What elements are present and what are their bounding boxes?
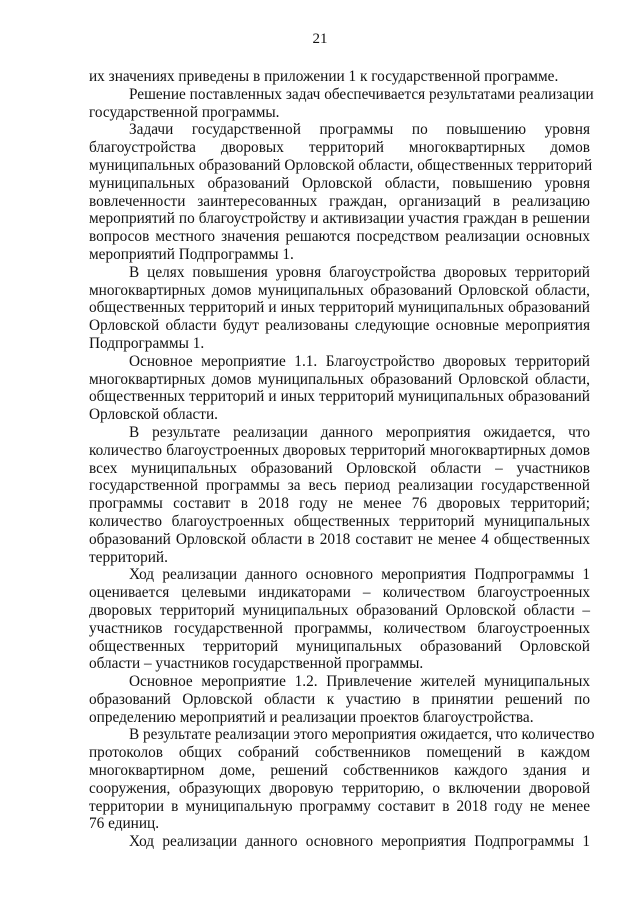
text-line: общественных территорий и иных территорий муниципальных образований [89, 299, 590, 317]
text-line: Основное мероприятие 1.2. Привлечение жителей муниципальных [129, 673, 590, 691]
text-line: государственной программы за весь период реализации государственной [89, 477, 590, 495]
text-line: образований Орловской области в 2018 составит не менее 4 общественных [89, 530, 590, 548]
text-line: Задачи государственной программы по повышению уровня [129, 121, 590, 139]
text-line: их значениях приведены в приложении 1 к государственной программе. [89, 68, 559, 85]
text-line: вовлеченности заинтересованных граждан, организаций в реализацию [89, 192, 590, 210]
document-body [89, 68, 595, 851]
text-line: Подпрограммы 1. [89, 334, 205, 352]
text-line: мероприятий по благоустройству и активизации участия граждан в решении [89, 210, 590, 228]
text-line: количество благоустроенных общественных территорий муниципальных [89, 512, 590, 530]
text-line: В результате реализации данного мероприятия ожидается, что [129, 423, 590, 441]
text-line: территорий. [89, 548, 168, 566]
text-line: Орловской области. [89, 406, 218, 424]
text-line: количество благоустроенных дворовых территорий многоквартирных домов [89, 441, 590, 459]
text-line: Ход реализации данного основного мероприятия Подпрограммы 1 [129, 566, 590, 584]
text-line: протоколов общих собраний собственников помещений в каждом [89, 744, 590, 762]
text-line: вопросов местного значения решаются посредством реализации основных [89, 228, 590, 246]
text-line: мероприятий Подпрограммы 1. [89, 245, 294, 263]
text-line: многоквартирных домов муниципальных образований Орловской области, [89, 281, 590, 299]
page-number: 21 [312, 31, 328, 47]
text-line: Ход реализации данного основного мероприятия Подпрограммы 1 [129, 833, 590, 851]
text-line: области – участников государственной программы. [89, 655, 424, 673]
text-line: В результате реализации этого мероприятия ожидается, что количество [129, 726, 595, 744]
text-line: общественных территорий и иных территорий муниципальных образований [89, 388, 590, 406]
text-line: благоустройства дворовых территорий многоквартирных домов [89, 139, 590, 157]
text-line: Решение поставленных задач обеспечивается результатами реализации [129, 85, 594, 103]
text-line: общественных территорий муниципальных образований Орловской [89, 637, 590, 655]
text-line: В целях повышения уровня благоустройства дворовых территорий [129, 263, 590, 281]
text-line: программы составит в 2018 году не менее 76 дворовых территорий; [89, 495, 590, 513]
text-line: 76 единиц. [89, 815, 160, 833]
text-line: территории в муниципальную программу составит в 2018 году не менее [89, 797, 590, 815]
text-line: муниципальных образований Орловской области, общественных территорий [89, 156, 593, 174]
text-line: многоквартирных домов муниципальных образований Орловской области, [89, 370, 590, 388]
text-line: государственной программы. [89, 103, 280, 121]
text-line: образований Орловской области к участию в принятии решений по [89, 690, 590, 708]
text-line: определению мероприятий и реализации проектов благоустройства. [89, 708, 534, 726]
text-line: многоквартирном доме, решений собственников каждого здания и [89, 762, 590, 780]
text-line: Орловской области будут реализованы следующие основные мероприятия [89, 317, 590, 335]
text-line: всех муниципальных образований Орловской области – участников [89, 459, 590, 477]
text-line: сооружения, образующих дворовую территорию, о включении дворовой [89, 779, 590, 797]
text-line: участников государственной программы, количеством благоустроенных [89, 619, 590, 637]
text-line: оценивается целевыми индикаторами – количеством благоустроенных [89, 584, 590, 602]
text-line: дворовых территорий муниципальных образований Орловской области – [89, 601, 590, 619]
text-line: муниципальных образований Орловской области, повышению уровня [89, 174, 590, 192]
text-line: Основное мероприятие 1.1. Благоустройство дворовых территорий [129, 352, 590, 370]
